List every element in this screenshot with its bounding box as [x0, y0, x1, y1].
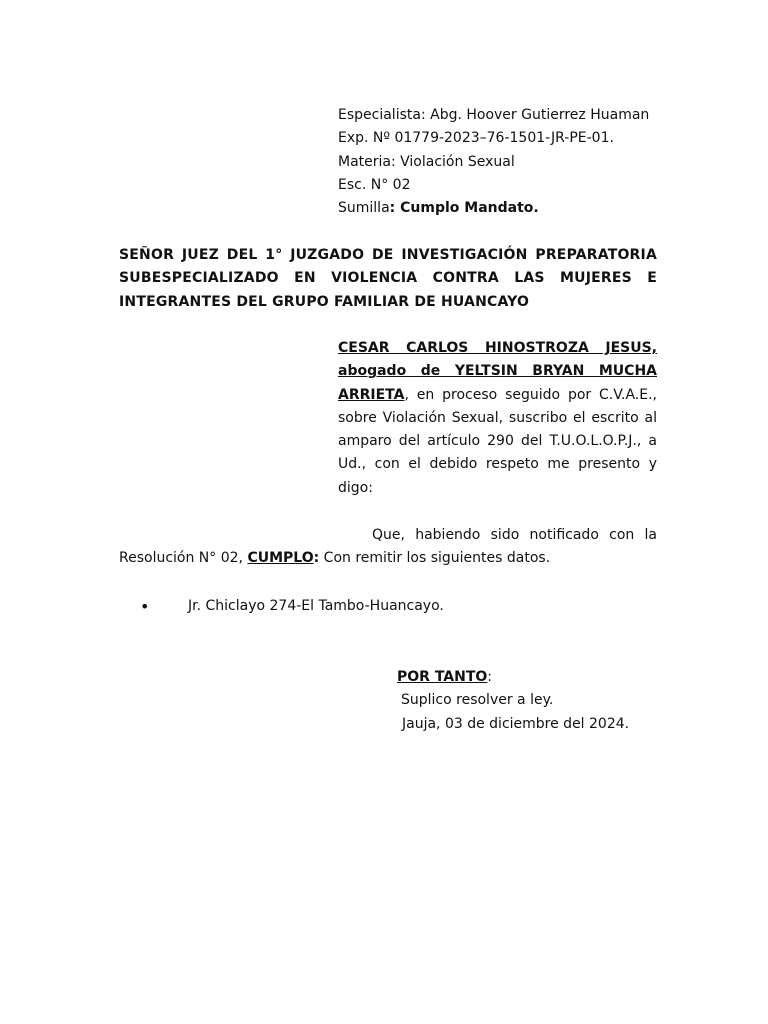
lawyer-client-names: CESAR CARLOS HINOSTROZA JESUS, abogado de YELTSIN BRYAN MUCHA ARRIETA: [338, 340, 657, 403]
body-text-before: Que, habiendo sido notificado con la Resolución N° 02,: [119, 527, 657, 567]
materia-line: Materia: Violación Sexual: [338, 153, 515, 170]
suplico-line: Suplico resolver a ley.: [401, 692, 554, 709]
sumilla-line: [338, 197, 668, 220]
addressee-line-1: SEÑOR JUEZ DEL 1° JUZGADO DE INVESTIGACIÓN PREPARATORIA: [119, 247, 657, 263]
case-header: [338, 104, 668, 220]
body-paragraph: [119, 524, 657, 571]
por-tanto-colon: :: [487, 669, 493, 685]
cumplo-keyword: CUMPLO: [247, 550, 314, 567]
especialista-line: Especialista: Abg. Hoover Gutierrez Huaman: [338, 107, 650, 123]
addressee-line-2: SUBESPECIALIZADO EN VIOLENCIA CONTRA LAS MUJERES E: [119, 270, 657, 287]
cumplo-colon: :: [313, 550, 320, 567]
closing-block: [397, 666, 677, 736]
addressee-block: [119, 244, 657, 314]
intro-text: , en proceso seguido por C.V.A.E., sobre Violación Sexual, suscribo el escrito al amparo del artículo 290 del T.U.O.L.O.P.J., a Ud., con el debido respeto me presento y digo:: [338, 386, 657, 496]
escrito-line: Esc. N° 02: [338, 176, 411, 193]
bullet-icon: •: [140, 597, 150, 616]
por-tanto-label: POR TANTO: [397, 669, 488, 685]
list-item: Jr. Chiclayo 274-El Tambo-Huancayo.: [188, 598, 444, 614]
expediente-line: Exp. Nº 01779-2023–76-1501-JR-PE-01.: [338, 130, 614, 147]
body-text-after: Con remitir los siguientes datos.: [319, 550, 551, 567]
sumilla-value: : Cumplo Mandato.: [389, 200, 539, 217]
addressee-line-3: INTEGRANTES DEL GRUPO FAMILIAR DE HUANCAYO: [119, 293, 530, 310]
date-line: Jauja, 03 de diciembre del 2024.: [402, 715, 630, 732]
intro-paragraph: [338, 337, 657, 500]
sumilla-label: Sumilla: [338, 200, 390, 217]
por-tanto-line: [397, 666, 677, 689]
